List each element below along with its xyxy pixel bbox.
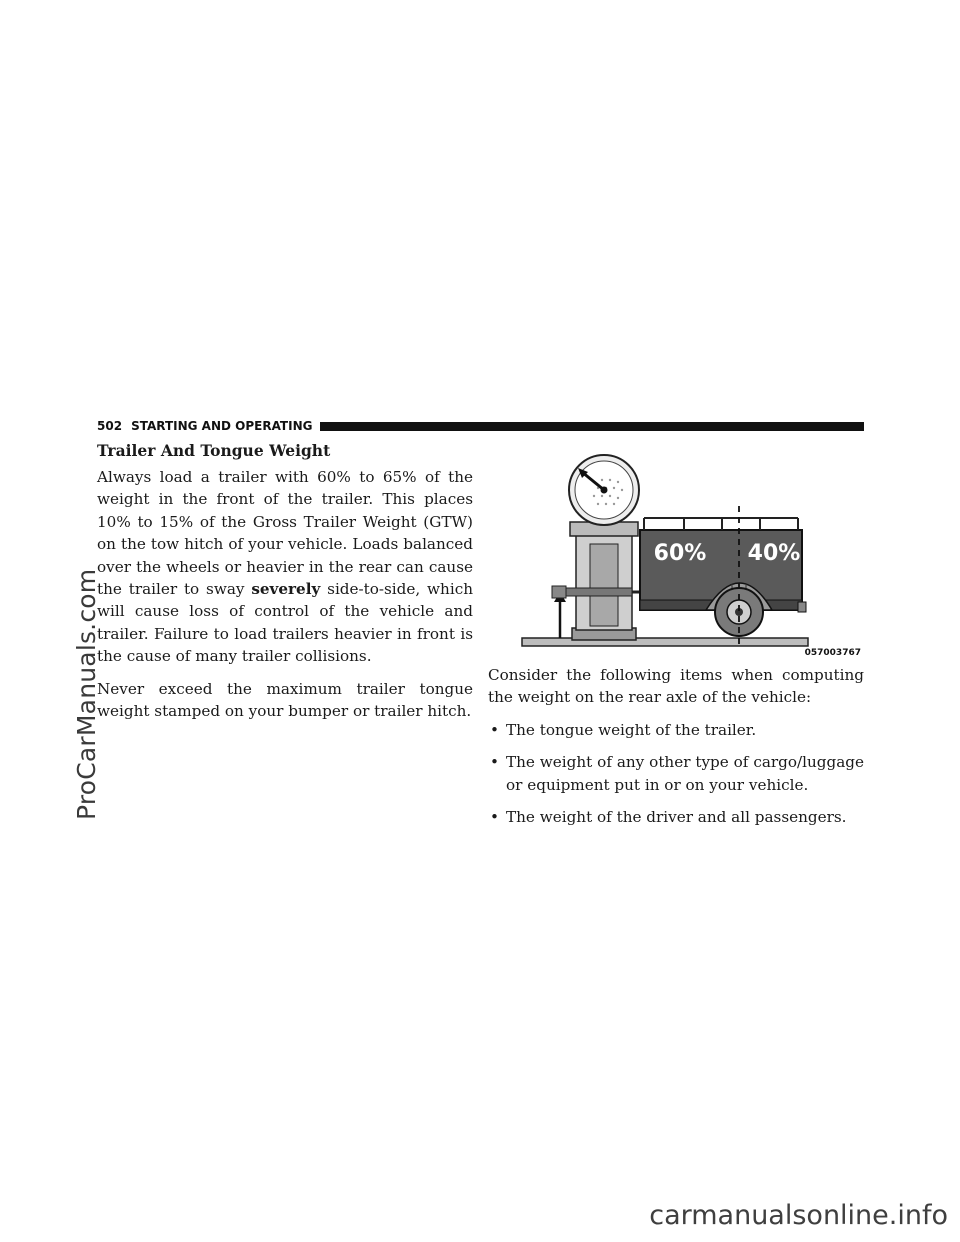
rear-axle-items-list [488, 719, 864, 829]
list-item: • The weight of the driver and all passengers. [488, 806, 864, 828]
bullet-icon: • [490, 808, 499, 827]
right-column [488, 664, 864, 838]
figure-code: 057003767 [804, 648, 861, 658]
paragraph-rear-axle-intro: Consider the following items when computing the weight on the rear axle of the vehicle: [488, 666, 864, 707]
page-header [97, 418, 864, 434]
list-item: • The tongue weight of the trailer. [488, 719, 864, 741]
trailer-weight-illustration [510, 452, 865, 662]
header-rule [320, 422, 864, 431]
section-title: STARTING AND OPERATING [131, 419, 313, 433]
emphasis-severely: severely [251, 580, 321, 599]
trailer-scale-drawing [510, 452, 865, 662]
side-watermark: ProCarManuals.com [72, 568, 101, 820]
left-column [97, 440, 473, 732]
footer-watermark: carmanualsonline.info [649, 1200, 948, 1231]
paragraph-tongue-weight-limit: Never exceed the maximum trailer tongue weight stamped on your bumper or trailer hitch. [97, 679, 473, 721]
list-item: • The weight of any other type of cargo/luggage or equipment put in or on your vehicle. [490, 753, 864, 794]
bullet-icon: • [490, 753, 499, 772]
bullet-icon: • [490, 720, 499, 739]
front-weight-label: 60% [653, 541, 707, 566]
rear-weight-label: 40% [747, 541, 801, 566]
paragraph-load-distribution: Always load a trailer with 60% to 65% of the weight in the front of the trailer. This places 10% to 15% of the Gross Trailer Weight (GTW) on the tow hitch of your vehicle. Loads balanced over the wheels or heavier in the rear can cause the trailer to sway severely side-to-side, which will cause loss of control of the vehicle and trailer. Failure to load trailers heavier in front is the cause of many trailer collisions. [97, 468, 473, 666]
section-heading: Trailer And Tongue Weight [97, 441, 331, 460]
page-number: 502 [97, 419, 123, 433]
